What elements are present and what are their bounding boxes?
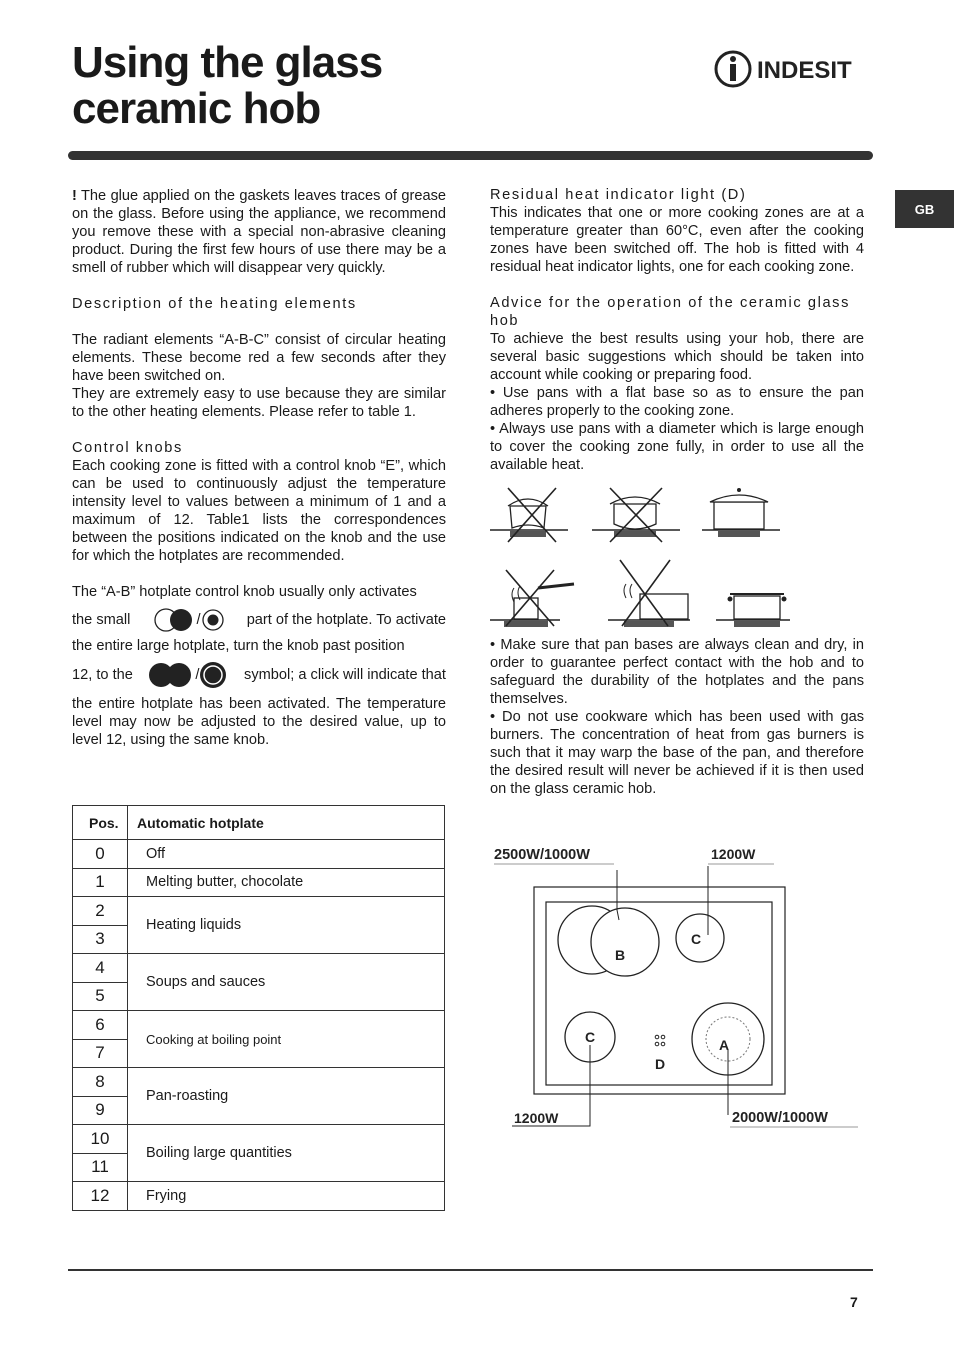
table-row: 3 [73,925,445,954]
pan-wrong-concave-icon [592,488,680,542]
table-row: 7 [73,1039,445,1068]
table-row: 9 [73,1096,445,1125]
table-row: 12 Frying [73,1182,445,1211]
ab-knob-rest: the entire hotplate has been activated. The temperature level may now be adjusted to the desired value, up to level 12, using the same knob. [72,696,446,748]
power-label-front-left: 1200W [514,1110,559,1126]
table-row: 10 Boiling large quantities [73,1125,445,1154]
heating-elements-text-2: They are extremely easy to use because they are similar to the other heating elements. Please refer to table 1. [72,386,446,420]
indicator-d-label: D [655,1056,666,1072]
hotplate-b-inner [591,908,659,976]
col-pos: Pos. [73,806,128,840]
zone-b-label: B [615,947,626,963]
pan-correct-size-icon [716,594,790,627]
zone-c-rear-label: C [691,931,702,947]
table-header-row [73,806,445,840]
hob-layout-diagram [490,840,870,1140]
ab-knob-line-2: the small / part of the hotplate. To activate [72,607,446,633]
knob-large-icon [149,661,195,689]
power-label-rear-left: 2500W/1000W [494,847,590,863]
language-tab[interactable]: GB [895,190,954,228]
brand-text: INDESIT [757,57,852,84]
heating-elements-heading: Description of the heating elements [72,296,357,312]
small-zone-symbol: / [153,607,225,633]
large-zone-symbol: / [149,661,227,689]
page-number: 7 [850,1294,858,1310]
zone-a-label: A [719,1037,730,1053]
table-row: 1 Melting butter, chocolate [73,868,445,897]
pan-wrong-convex-icon [490,488,568,542]
zone-c-front-label: C [585,1029,596,1045]
page-title: Using the glass ceramic hob [72,38,383,133]
large-zone-icon [199,661,227,689]
warning-icon: ! [72,188,77,204]
table-row: 8 Pan-roasting [73,1068,445,1097]
knob-small-icon [153,607,197,633]
indesit-logo [713,50,863,88]
pan-illustrations [490,480,790,630]
advice-text-5: • Do not use cookware which has been used with gas burners. The concentration of heat from gas burners is such that it may warp the base of the pan, and therefore the desired result will never be achieved if it is then used on the glass ceramic hob. [490,709,864,797]
table-row: 5 [73,982,445,1011]
table-row: 11 [73,1153,445,1182]
pan-correct-flat-icon [702,488,780,537]
advice-text-2: • Use pans with a flat base so as to ensure the pan adheres properly to the cooking zone. [490,385,864,419]
header-rule [68,151,873,160]
pan-wrong-offset-icon [608,560,690,627]
col-automatic: Automatic hotplate [128,806,445,840]
control-knobs-heading: Control knobs [72,440,183,456]
table-row: 6 Cooking at boiling point [73,1011,445,1040]
hotplate-table [72,805,445,1211]
advice-heading: Advice for the operation of the ceramic glass hob [490,295,850,329]
power-label-front-right: 2000W/1000W [732,1110,828,1126]
advice-text-3: • Always use pans with a diameter which is large enough to cover the cooking zone fully, in order to use all the available heat. [490,421,864,473]
power-label-rear-right: 1200W [711,846,756,862]
small-zone-icon [201,608,225,632]
pan-wrong-small-icon [490,570,574,627]
control-knobs-text: Each cooking zone is fitted with a control knob “E”, which can be used to continuously adjust the temperature intensity level to values between a minimum of 1 and a maximum of 12. Table1 lists the correspondences between the positions indicated on the knob and the use for which the hotplates are recommended. [72,458,446,564]
table-row: 4 Soups and sauces [73,954,445,983]
advice-text-4: • Make sure that pan bases are always clean and dry, in order to guarantee perfect contact with the hob and to safeguard the durability of the hotplates and the pans themselves. [490,637,864,707]
residual-heat-heading: Residual heat indicator light (D) [490,187,747,203]
footer-rule [68,1269,873,1271]
ab-knob-line-3: the entire large hotplate, turn the knob past position [72,638,405,654]
table-row: 0 Off [73,840,445,869]
glue-warning: ! The glue applied on the gaskets leaves traces of grease on the glass. Before using the appliance, we recommend you remove these with a special non-abrasive cleaning product. During the first few hours of use there may be a smell of rubber which will disappear very quickly. [72,188,446,276]
ab-knob-line-4: 12, to the / symbol; a click will indicate that [72,661,446,689]
heating-elements-text-1: The radiant elements “A-B-C” consist of circular heating elements. These become red a few seconds after they have been switched on. [72,332,446,384]
table-row: 2 Heating liquids [73,897,445,926]
residual-heat-text: This indicates that one or more cooking zones are at a temperature greater than 60°C, even after the cooking zones have been switched off. The hob is fitted with 4 residual heat indicator lights, one for each cooking zone. [490,205,864,275]
advice-text-1: To achieve the best results using your hob, there are several basic suggestions which should be taken into account while cooking or preparing food. [490,331,864,383]
ab-knob-line-1: The “A-B” hotplate control knob usually only activates [72,584,417,600]
left-column [72,187,446,749]
